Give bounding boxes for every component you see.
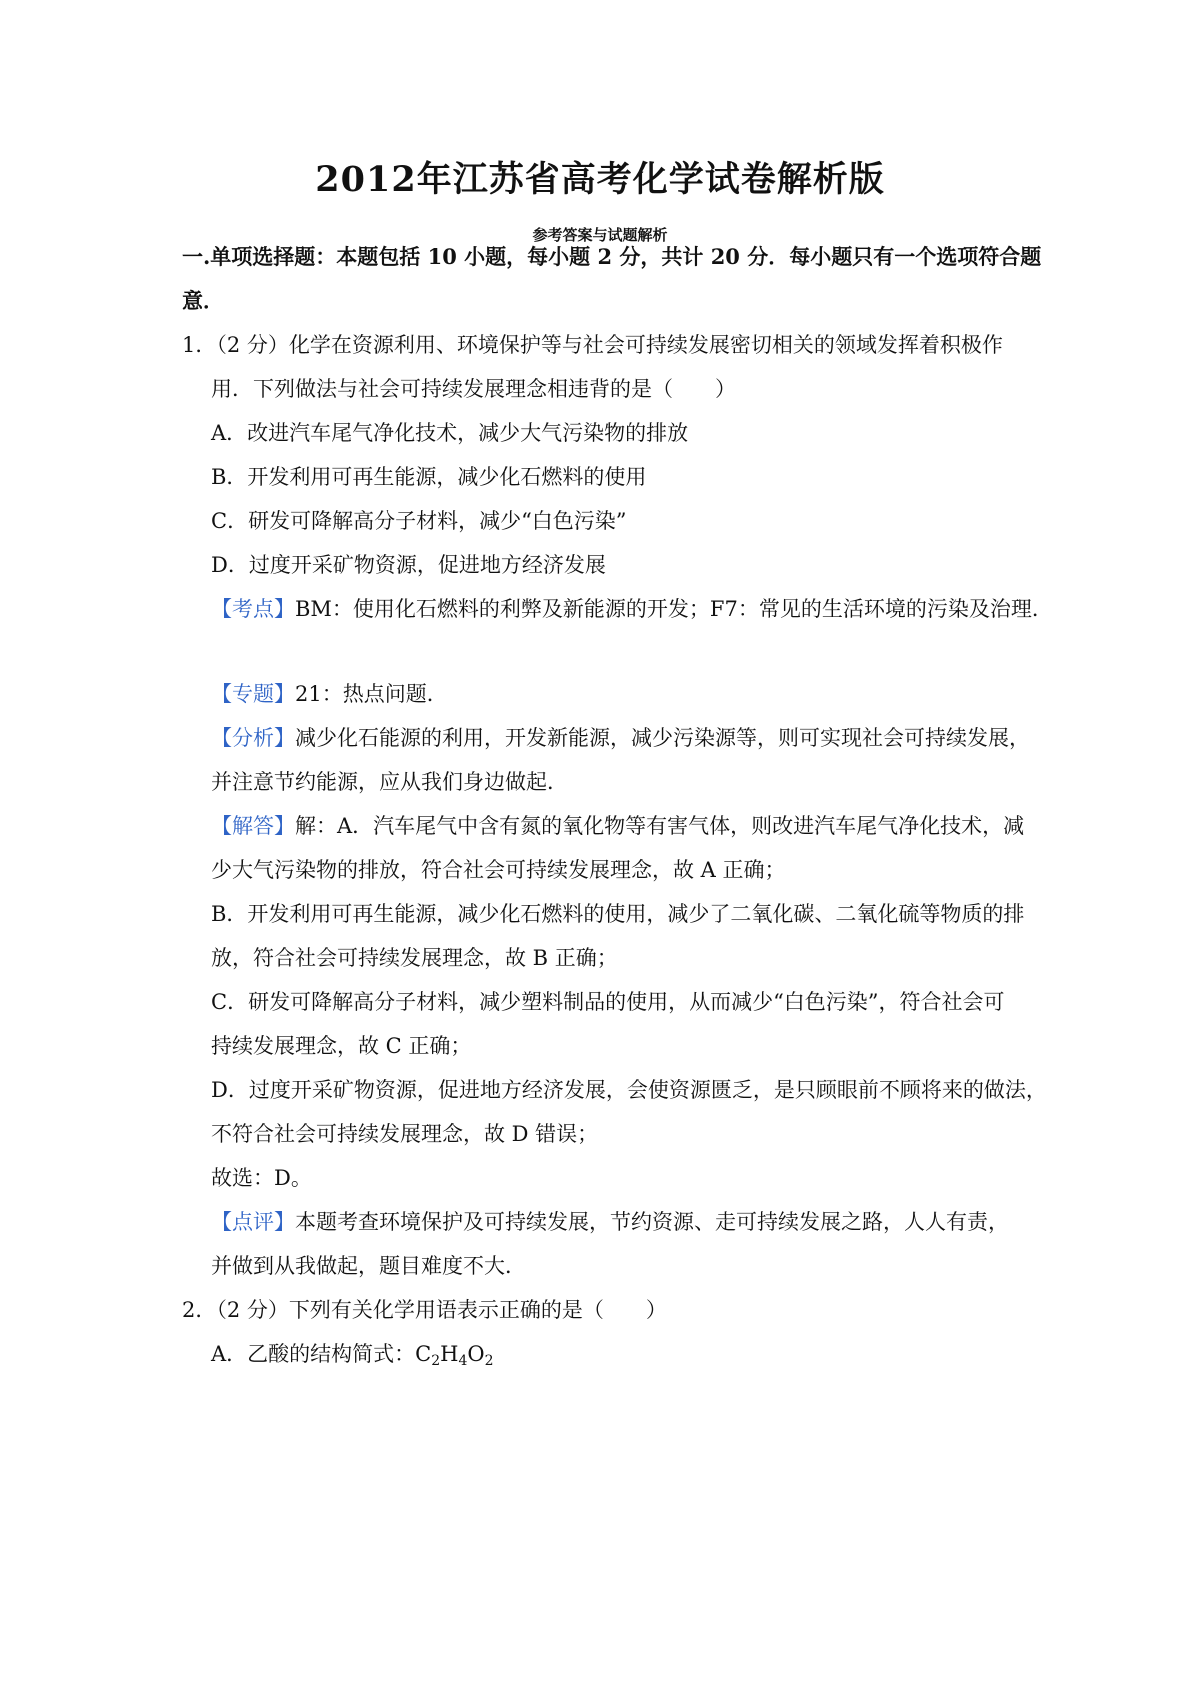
q1-option-b: B．开发利用可再生能源，减少化石燃料的使用 — [211, 465, 647, 489]
formula-part: O — [467, 1342, 485, 1366]
section-heading-cont: 意． — [182, 288, 224, 313]
q1-jieda-line9: 故选：D。 — [211, 1166, 312, 1190]
kaodian-text: BM：使用化石燃料的利弊及新能源的开发；F7：常见的生活环境的污染及治理． — [295, 597, 1053, 621]
q2-option-a — [211, 1339, 494, 1376]
q1-option-c: C．研发可降解高分子材料，减少“白色污染” — [211, 509, 627, 533]
q1-jieda-line2: 少大气污染物的排放，符合社会可持续发展理念，故 A 正确； — [211, 858, 786, 882]
subscript: 2 — [484, 1353, 494, 1369]
q1-kaodian — [211, 594, 1053, 624]
q1-stem: 1．（2 分）化学在资源利用、环境保护等与社会可持续发展密切相关的领域发挥着积极作 — [182, 333, 1003, 357]
q1-jieda-line8: 不符合社会可持续发展理念，故 D 错误； — [211, 1122, 599, 1146]
q1-fenxi-cont: 并注意节约能源，应从我们身边做起． — [211, 770, 568, 794]
q1-jieda — [211, 811, 1024, 841]
q1-fenxi — [211, 723, 1030, 753]
q1-jieda-line5: C．研发可降解高分子材料，减少塑料制品的使用，从而减少“白色污染”，符合社会可 — [211, 990, 1005, 1014]
q1-jieda-line3: B．开发利用可再生能源，减少化石燃料的使用，减少了二氧化碳、二氧化硫等物质的排 — [211, 902, 1025, 926]
q1-stem-cont: 用．下列做法与社会可持续发展理念相违背的是（ ） — [211, 377, 736, 401]
q1-jieda-line7: D．过度开采矿物资源，促进地方经济发展，会使资源匮乏，是只顾眼前不顾将来的做法， — [211, 1078, 1047, 1102]
jieda-text: 解：A．汽车尾气中含有氮的氧化物等有害气体，则改进汽车尾气净化技术，减 — [295, 814, 1025, 838]
fenxi-text: 减少化石能源的利用，开发新能源，减少污染源等，则可实现社会可持续发展， — [295, 726, 1030, 750]
section-heading: 一.单项选择题：本题包括 10 小题，每小题 2 分，共计 20 分．每小题只有一个选项符合题 — [182, 244, 1042, 269]
q1-option-a: A．改进汽车尾气净化技术，减少大气污染物的排放 — [211, 421, 689, 445]
q1-dianping-cont: 并做到从我做起，题目难度不大． — [211, 1254, 526, 1278]
formula-part: H — [440, 1342, 459, 1366]
q1-jieda-line6: 持续发展理念，故 C 正确； — [211, 1034, 472, 1058]
dianping-text: 本题考查环境保护及可持续发展，节约资源、走可持续发展之路，人人有责， — [295, 1210, 1009, 1234]
kaodian-tag: 【考点】 — [211, 597, 295, 621]
zhuanti-text: 21：热点问题． — [295, 682, 448, 706]
q1-zhuanti — [211, 679, 448, 709]
zhuanti-tag: 【专题】 — [211, 682, 295, 706]
subscript: 4 — [458, 1353, 468, 1369]
subscript: 2 — [431, 1353, 441, 1369]
jieda-tag: 【解答】 — [211, 814, 295, 838]
q2-stem: 2．（2 分）下列有关化学用语表示正确的是（ ） — [182, 1298, 667, 1322]
q1-jieda-line4: 放，符合社会可持续发展理念，故 B 正确； — [211, 946, 618, 970]
q1-option-d: D．过度开采矿物资源，促进地方经济发展 — [211, 553, 606, 577]
page-subtitle: 参考答案与试题解析 — [532, 226, 668, 244]
fenxi-tag: 【分析】 — [211, 726, 295, 750]
q2-option-a-text: A．乙酸的结构简式：C — [211, 1342, 432, 1366]
page-title: 2012年江苏省高考化学试卷解析版 — [315, 159, 885, 200]
dianping-tag: 【点评】 — [211, 1210, 295, 1234]
q1-dianping — [211, 1207, 1009, 1237]
